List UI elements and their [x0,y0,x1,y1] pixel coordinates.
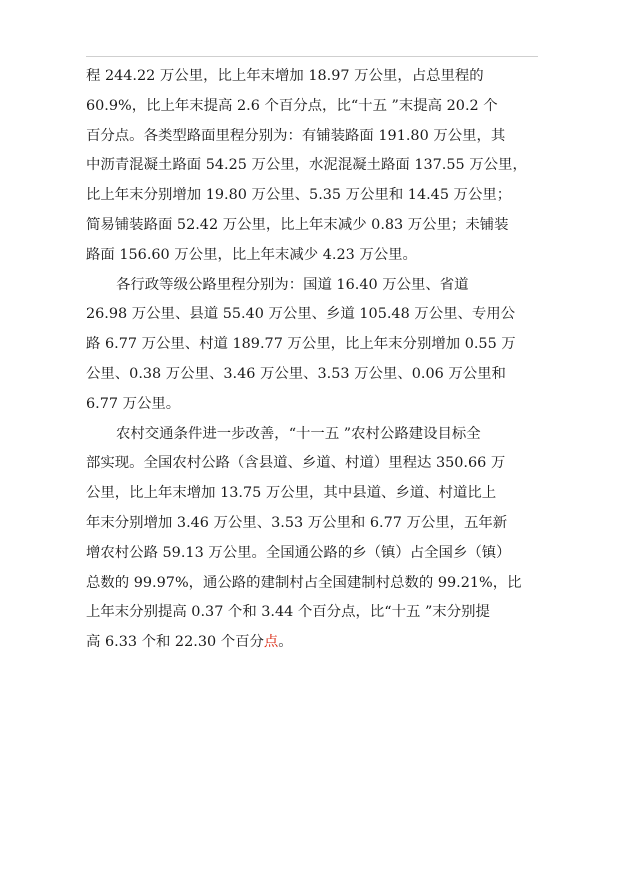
text-line-last [86,628,556,658]
text-line: 26.98 万公里、县道 55.40 万公里、乡道 105.48 万公里、专用公 [86,306,516,323]
text-line: 各行政等级公路里程分别为：国道 16.40 万公里、省道 [116,276,469,293]
text-line: 公里、0.38 万公里、3.46 万公里、3.53 万公里、0.06 万公里和 [86,365,506,382]
document-body [86,62,556,658]
text-line: 6.77 万公里。 [86,395,181,412]
paragraph-2 [86,271,556,420]
text-line: 中沥青混凝土路面 54.25 万公里，水泥混凝土路面 137.55 万公里， [86,157,527,174]
text-line: 年末分别增加 3.46 万公里、3.53 万公里和 6.77 万公里，五年新 [86,514,508,531]
text-line: 60.9%，比上年末提高 2.6 个百分点，比“十五 ”末提高 20.2 个 [86,97,498,114]
text-line: 程 244.22 万公里，比上年末增加 18.97 万公里，占总里程的 [86,68,484,84]
paragraph-1 [86,62,556,271]
text-line: 路 6.77 万公里、村道 189.77 万公里，比上年末分别增加 0.55 万 [86,336,516,353]
text-line: 部实现。全国农村公路（含县道、乡道、村道）里程达 350.66 万 [86,455,506,472]
paragraph-3 [86,420,556,658]
text-segment-tail: 。 [278,634,293,651]
text-line: 简易铺装路面 52.42 万公里，比上年末减少 0.83 万公里；未铺装 [86,216,509,233]
text-line: 上年末分别提高 0.37 个和 3.44 个百分点，比“十五 ”末分别提 [86,604,490,621]
text-line: 路面 156.60 万公里，比上年末减少 4.23 万公里。 [86,246,417,263]
header-rule [86,56,538,57]
text-line: 总数的 99.97%，通公路的建制村占全国建制村总数的 99.21%，比 [86,574,522,591]
text-line: 比上年末分别增加 19.80 万公里、5.35 万公里和 14.45 万公里； [86,187,512,204]
text-line: 公里，比上年末增加 13.75 万公里，其中县道、乡道、村道比上 [86,485,497,502]
highlighted-char: 点 [263,634,279,651]
text-line: 百分点。各类型路面里程分别为：有铺装路面 191.80 万公里，其 [86,127,506,144]
text-line: 增农村公路 59.13 万公里。全国通公路的乡（镇）占全国乡（镇） [86,544,511,561]
text-segment: 高 6.33 个和 22.30 个百分 [86,634,264,651]
text-line: 农村交通条件进一步改善，“十一五 ”农村公路建设目标全 [116,425,481,442]
